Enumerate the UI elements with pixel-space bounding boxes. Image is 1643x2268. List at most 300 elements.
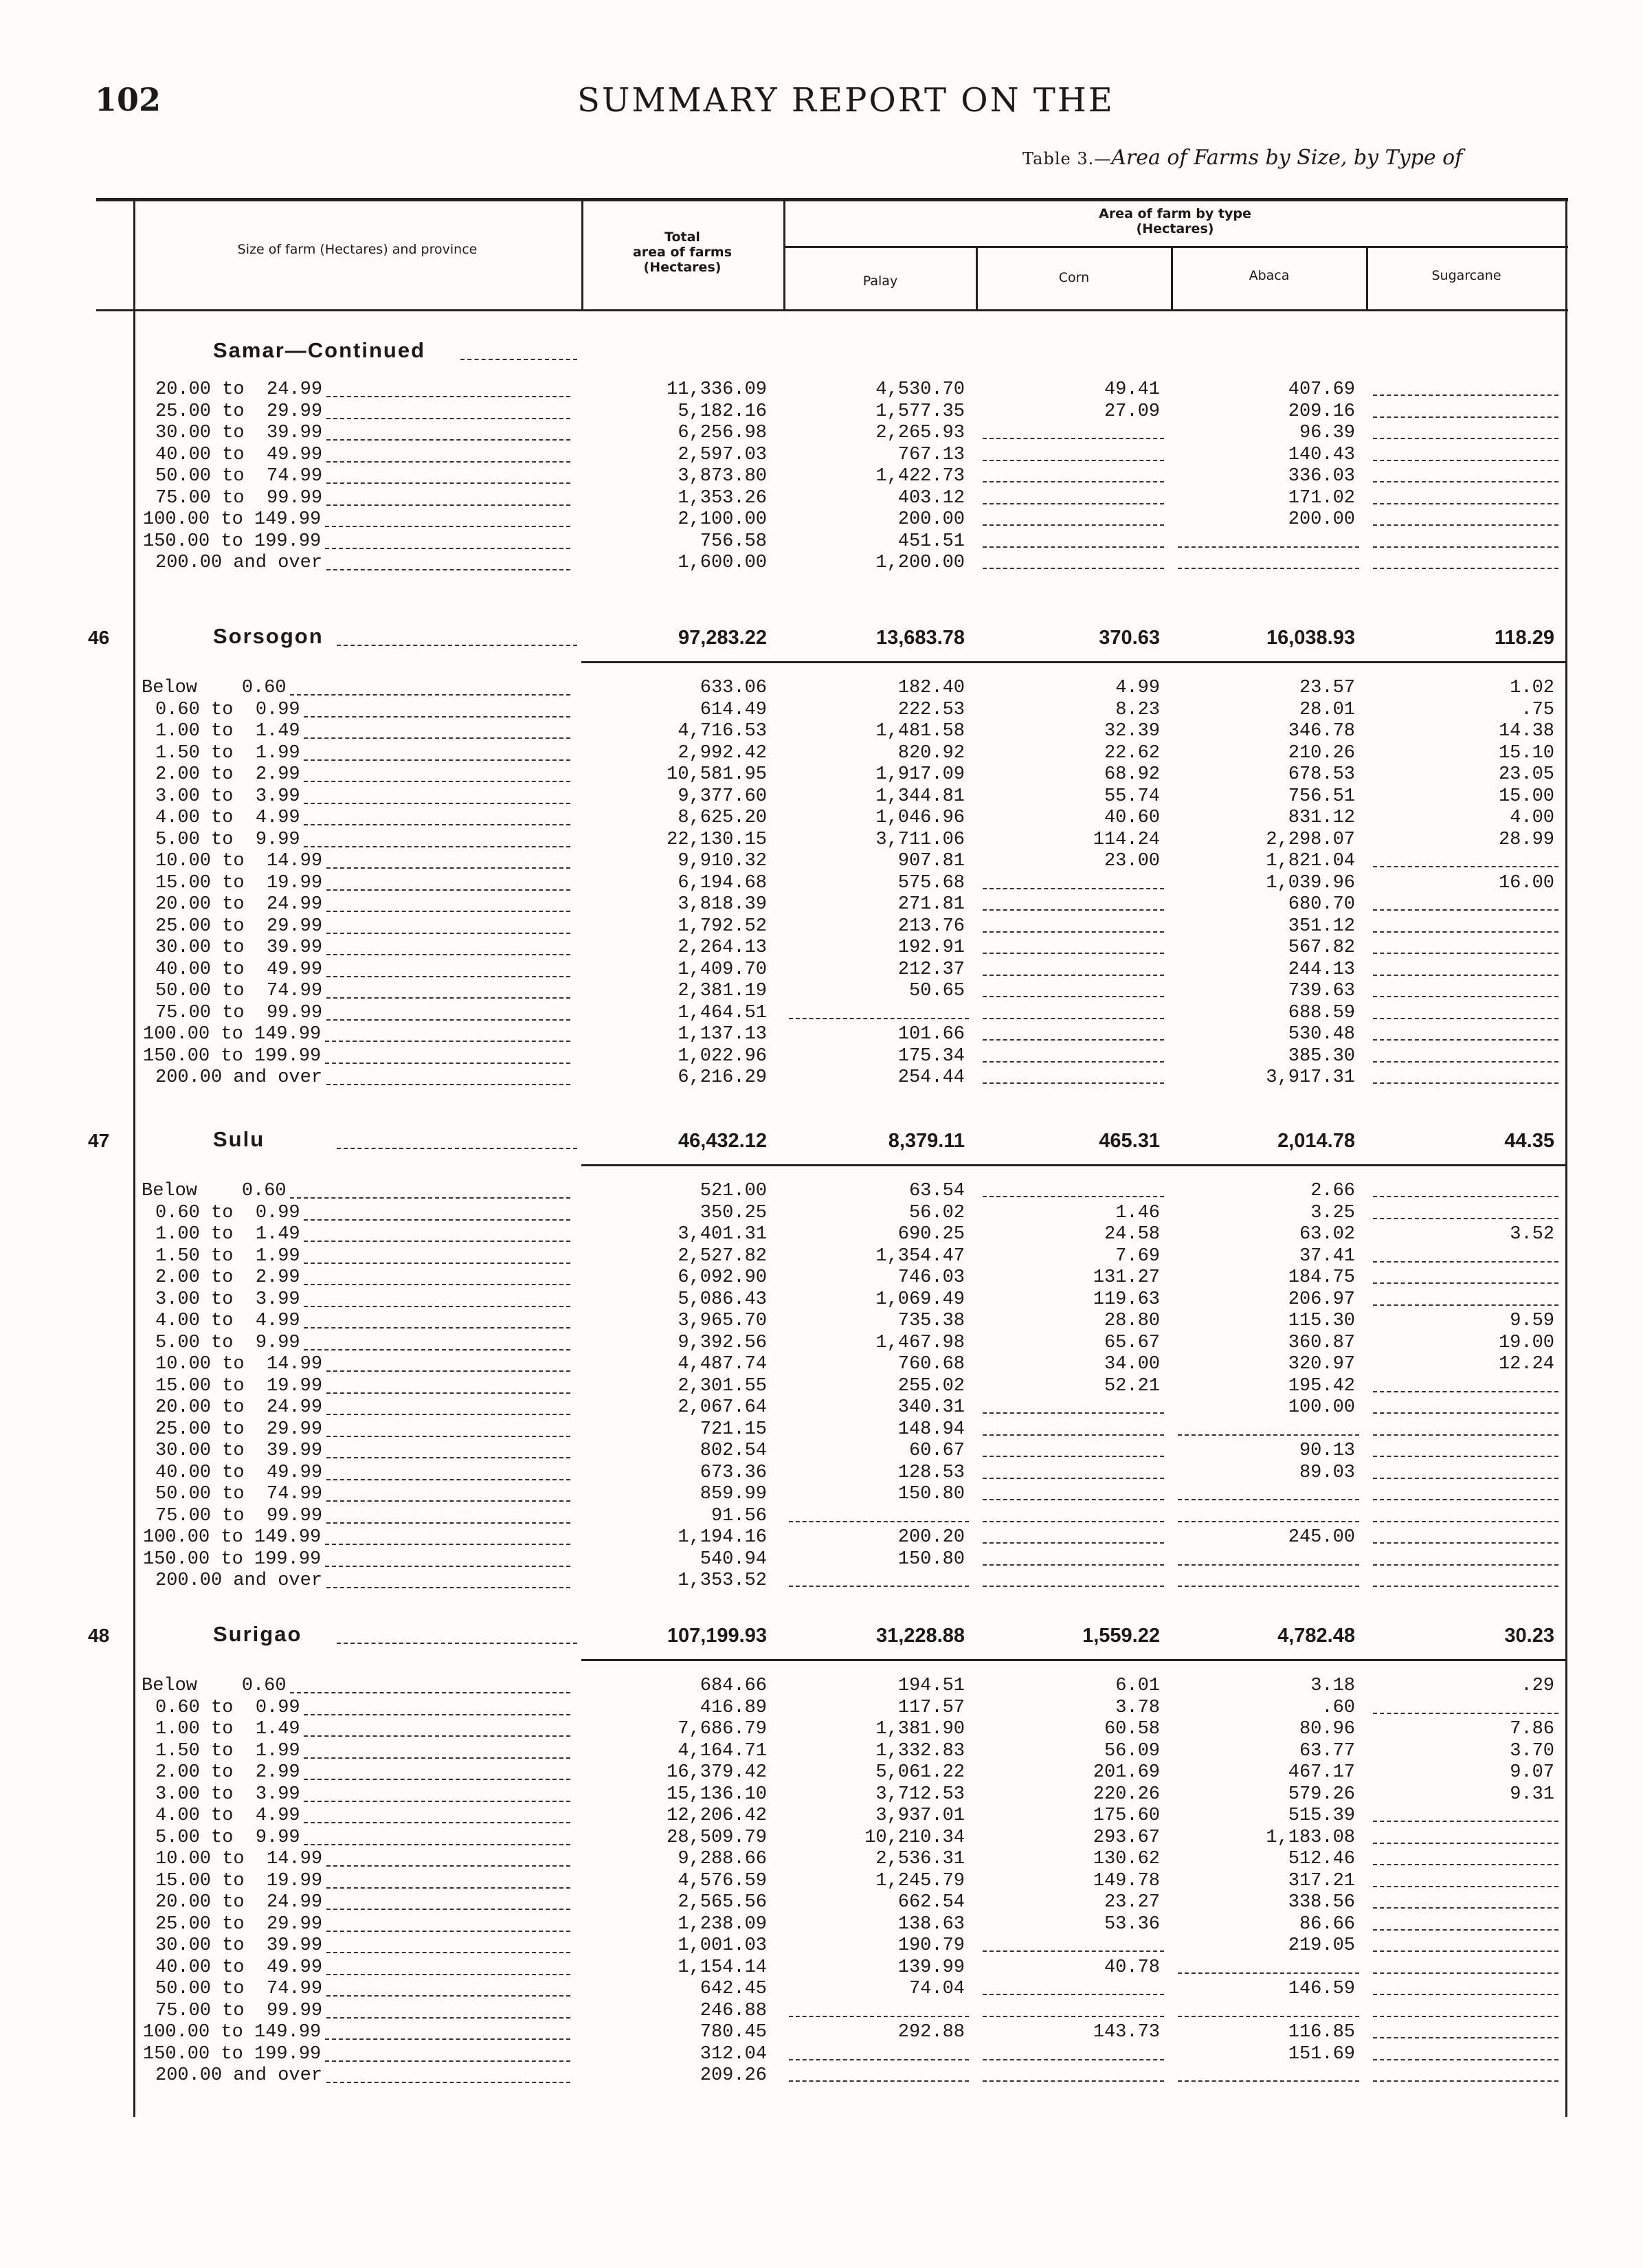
cell-corn: 3.78: [1115, 1698, 1160, 1718]
size-label: 150.00 to 199.99: [143, 531, 322, 552]
header-total-line1: Total: [664, 230, 700, 245]
header-palay: Palay: [862, 274, 898, 289]
leader-dots: [290, 1692, 570, 1693]
empty-cell-sugarcane: [1373, 481, 1558, 482]
header-sugarcane: Sugarcane: [1431, 268, 1501, 283]
leader-dots: [326, 867, 571, 869]
empty-cell-sugarcane: [1373, 1061, 1558, 1063]
group-header-rule: [783, 246, 1568, 248]
leader-dots: [326, 911, 571, 912]
empty-cell-sugarcane: [1373, 1282, 1558, 1284]
cell-abaca: 209.16: [1288, 401, 1355, 422]
cell-abaca: 96.39: [1299, 423, 1355, 443]
empty-cell-sugarcane: [1373, 2080, 1558, 2082]
cell-abaca: 244.13: [1288, 959, 1355, 980]
cell-corn: 293.67: [1093, 1827, 1160, 1848]
size-label: 150.00 to 199.99: [143, 1046, 322, 1067]
cell-palay: 60.67: [908, 1441, 965, 1461]
cell-corn: 119.63: [1093, 1289, 1160, 1310]
cell-palay: 3,712.53: [875, 1784, 965, 1805]
empty-cell-abaca: [1178, 1434, 1359, 1436]
cell-total: 28,509.79: [667, 1827, 767, 1848]
leader-dots: [304, 824, 570, 825]
cell-abaca: 3,917.31: [1266, 1067, 1355, 1088]
cell-abaca: 86.66: [1299, 1914, 1355, 1935]
empty-cell-corn: [983, 460, 1164, 461]
leader-dots: [304, 1801, 570, 1802]
cell-total: 4,164.71: [678, 1741, 767, 1761]
province-name: Surigao: [213, 1622, 302, 1646]
cell-total: 1,792.52: [678, 916, 767, 937]
cell-corn: 56.09: [1104, 1741, 1160, 1761]
empty-cell-corn: [983, 2080, 1164, 2082]
cell-palay: 138.63: [897, 1914, 965, 1935]
empty-cell-sugarcane: [1373, 975, 1558, 976]
cell-palay: 1,381.90: [875, 1719, 965, 1739]
cell-total: 642.45: [700, 1979, 767, 1999]
cell-palay: 1,046.96: [875, 808, 965, 828]
cell-palay: 767.13: [897, 445, 965, 465]
cell-abaca: .60: [1321, 1698, 1355, 1718]
size-label: 25.00 to 29.99: [155, 1914, 323, 1935]
cell-total: 1,353.52: [678, 1570, 767, 1591]
cell-sugarcane: 15.10: [1498, 743, 1554, 764]
empty-cell-sugarcane: [1373, 1478, 1558, 1479]
size-label: 50.00 to 74.99: [155, 981, 323, 1001]
empty-cell-corn: [983, 1434, 1164, 1436]
cell-palay: 74.04: [908, 1979, 965, 1999]
empty-cell-sugarcane: [1373, 394, 1558, 396]
empty-cell-sugarcane: [1373, 1886, 1558, 1887]
empty-cell-abaca: [1178, 568, 1359, 569]
cell-palay: 148.94: [897, 1419, 965, 1440]
cell-sugarcane: 14.38: [1498, 721, 1554, 742]
cell-palay: 200.20: [897, 1527, 965, 1548]
size-label: 10.00 to 14.99: [155, 1354, 323, 1375]
cell-abaca: 89.03: [1299, 1463, 1355, 1483]
cell-corn: 40.60: [1104, 808, 1160, 828]
cell-total: 721.15: [700, 1419, 767, 1440]
cell-corn: 65.67: [1104, 1333, 1160, 1353]
cell-palay: 3,937.01: [875, 1805, 965, 1826]
empty-cell-corn: [983, 438, 1164, 439]
size-label: 75.00 to 99.99: [155, 488, 323, 509]
cell-abaca: 37.41: [1299, 1246, 1355, 1267]
leader-dots: [326, 1436, 571, 1437]
cell-abaca: 515.39: [1288, 1805, 1355, 1826]
cell-total: 1,238.09: [678, 1914, 767, 1935]
leader-dots: [326, 439, 571, 441]
province-total-total: 46,432.12: [678, 1130, 767, 1152]
cell-abaca: 210.26: [1288, 743, 1355, 764]
empty-cell-palay: [789, 2059, 969, 2060]
size-label: 40.00 to 49.99: [155, 959, 323, 980]
leader-dots: [304, 1779, 570, 1780]
header-area-line1: Area of farm by type: [1099, 206, 1251, 221]
leader-dots: [326, 1865, 571, 1867]
province-total-corn: 370.63: [1099, 627, 1160, 649]
cell-sugarcane: 3.70: [1510, 1741, 1554, 1761]
cell-palay: 101.66: [897, 1024, 965, 1045]
cell-abaca: 678.53: [1288, 764, 1355, 785]
leader-dots: [326, 504, 571, 506]
totals-rule: [581, 661, 1565, 663]
empty-cell-sugarcane: [1373, 2037, 1558, 2038]
empty-cell-sugarcane: [1373, 866, 1558, 867]
cell-palay: 63.54: [908, 1181, 965, 1201]
leader-dots: [304, 1327, 570, 1328]
cell-palay: 451.51: [897, 531, 965, 552]
leader-dots: [304, 803, 570, 804]
header-total: [583, 230, 782, 275]
leader-dots: [326, 1887, 571, 1889]
cell-total: 5,182.16: [678, 401, 767, 422]
leader-dots: [304, 1714, 570, 1715]
cell-abaca: 567.82: [1288, 937, 1355, 958]
cell-total: 6,092.90: [678, 1267, 767, 1288]
cell-total: 2,597.03: [678, 445, 767, 465]
cell-total: 2,100.00: [678, 509, 767, 530]
size-label: 200.00 and over: [155, 1570, 323, 1591]
empty-cell-sugarcane: [1373, 1843, 1558, 1844]
size-label: 3.00 to 3.99: [155, 1784, 300, 1805]
cell-abaca: 206.97: [1288, 1289, 1355, 1310]
empty-cell-sugarcane: [1373, 909, 1558, 911]
empty-cell-sugarcane: [1373, 1994, 1558, 1995]
header-corn: Corn: [1058, 270, 1090, 285]
cell-abaca: 3.25: [1310, 1203, 1355, 1223]
leader-dots: [326, 482, 571, 484]
cell-palay: 2,265.93: [875, 423, 965, 443]
empty-cell-sugarcane: [1373, 1542, 1558, 1544]
cell-total: 3,965.70: [678, 1311, 767, 1331]
size-label: 5.00 to 9.99: [155, 1333, 300, 1353]
empty-cell-sugarcane: [1373, 1499, 1558, 1500]
col-rule-right: [1565, 198, 1567, 2117]
empty-cell-sugarcane: [1373, 1391, 1558, 1392]
province-name: Sorsogon: [213, 624, 324, 648]
cell-palay: 575.68: [897, 873, 965, 893]
empty-cell-abaca: [1178, 1972, 1359, 1974]
cell-sugarcane: 28.99: [1498, 830, 1554, 850]
cell-total: 3,401.31: [678, 1224, 767, 1245]
empty-cell-sugarcane: [1373, 1434, 1558, 1436]
size-label: 3.00 to 3.99: [155, 1289, 300, 1310]
empty-cell-sugarcane: [1373, 1039, 1558, 1041]
empty-cell-corn: [983, 1542, 1164, 1544]
cell-total: 12,206.42: [667, 1805, 767, 1826]
cell-abaca: 688.59: [1288, 1003, 1355, 1023]
cell-abaca: 2.66: [1310, 1181, 1355, 1201]
cell-sugarcane: 23.05: [1498, 764, 1554, 785]
cell-palay: 2,536.31: [875, 1849, 965, 1869]
cell-total: 9,377.60: [678, 786, 767, 807]
cell-palay: 212.37: [897, 959, 965, 980]
empty-cell-corn: [983, 1061, 1164, 1063]
cell-total: 11,336.09: [667, 379, 767, 400]
cell-total: 4,576.59: [678, 1871, 767, 1891]
empty-cell-corn: [983, 481, 1164, 482]
empty-cell-corn: [983, 953, 1164, 954]
leader-dots: [337, 1643, 577, 1644]
empty-cell-sugarcane: [1373, 1196, 1558, 1197]
cell-palay: 3,711.06: [875, 830, 965, 850]
table-title: [1022, 146, 1462, 170]
empty-cell-sugarcane: [1373, 931, 1558, 933]
header-size: Size of farm (Hectares) and province: [237, 242, 478, 257]
cell-corn: 143.73: [1093, 2022, 1160, 2043]
cell-corn: 1.46: [1115, 1203, 1160, 1223]
empty-cell-abaca: [1178, 546, 1359, 548]
cell-corn: 49.41: [1104, 379, 1160, 400]
cell-palay: 194.51: [897, 1676, 965, 1696]
leader-dots: [337, 1148, 577, 1149]
leader-dots: [326, 1414, 571, 1415]
province-total-total: 97,283.22: [678, 627, 767, 649]
cell-sugarcane: 3.52: [1510, 1224, 1554, 1245]
empty-cell-sugarcane: [1373, 1564, 1558, 1566]
cell-abaca: 467.17: [1288, 1762, 1355, 1783]
province-total-abaca: 4,782.48: [1277, 1625, 1355, 1647]
size-label: 5.00 to 9.99: [155, 830, 300, 850]
cell-total: 209.26: [700, 2065, 767, 2086]
empty-cell-corn: [983, 568, 1164, 569]
empty-cell-sugarcane: [1373, 460, 1558, 461]
cell-abaca: 200.00: [1288, 509, 1355, 530]
leader-dots: [326, 1500, 571, 1502]
cell-corn: 201.69: [1093, 1762, 1160, 1783]
cell-abaca: 320.97: [1288, 1354, 1355, 1375]
empty-cell-corn: [983, 888, 1164, 889]
size-label: 20.00 to 24.99: [155, 1397, 323, 1418]
cell-abaca: 63.02: [1299, 1224, 1355, 1245]
size-label: 30.00 to 39.99: [155, 937, 323, 958]
size-label: 50.00 to 74.99: [155, 1979, 323, 1999]
cell-total: 3,873.80: [678, 466, 767, 487]
size-label: 15.00 to 19.99: [155, 873, 323, 893]
cell-palay: 690.25: [897, 1224, 965, 1245]
cell-total: 1,001.03: [678, 1935, 767, 1956]
province-total-palay: 13,683.78: [875, 627, 965, 649]
leader-dots: [325, 2060, 570, 2062]
cell-total: 9,288.66: [678, 1849, 767, 1869]
empty-cell-sugarcane: [1373, 568, 1558, 569]
size-label: 5.00 to 9.99: [155, 1827, 300, 1848]
cell-corn: 24.58: [1104, 1224, 1160, 1245]
empty-cell-sugarcane: [1373, 1821, 1558, 1822]
cell-corn: 34.00: [1104, 1354, 1160, 1375]
province-total-total: 107,199.93: [667, 1625, 767, 1647]
empty-cell-palay: [789, 2016, 969, 2017]
empty-cell-corn: [983, 524, 1164, 526]
size-label: Below 0.60: [142, 1181, 287, 1201]
empty-cell-sugarcane: [1373, 1972, 1558, 1974]
leader-dots: [325, 1041, 570, 1042]
leader-dots: [325, 1063, 570, 1064]
cell-total: 6,216.29: [678, 1067, 767, 1088]
leader-dots: [326, 396, 571, 397]
leader-dots: [325, 1544, 570, 1545]
cell-total: 1,464.51: [678, 1003, 767, 1023]
leader-dots: [326, 976, 571, 977]
leader-dots: [304, 716, 570, 718]
size-label: 4.00 to 4.99: [155, 1311, 300, 1331]
cell-total: 1,194.16: [678, 1527, 767, 1548]
cell-abaca: 351.12: [1288, 916, 1355, 937]
header-abaca: Abaca: [1249, 268, 1290, 283]
size-label: 150.00 to 199.99: [143, 2044, 322, 2065]
province-total-abaca: 16,038.93: [1266, 627, 1355, 649]
size-label: 1.00 to 1.49: [155, 1224, 300, 1245]
cell-sugarcane: 16.00: [1498, 873, 1554, 893]
cell-sugarcane: 19.00: [1498, 1333, 1554, 1353]
cell-abaca: 1,183.08: [1266, 1827, 1355, 1848]
empty-cell-corn: [983, 1586, 1164, 1587]
cell-total: 16,379.42: [667, 1762, 767, 1783]
cell-palay: 190.79: [897, 1935, 965, 1956]
cell-palay: 150.80: [897, 1484, 965, 1504]
cell-palay: 50.65: [908, 981, 965, 1001]
cell-total: 1,022.96: [678, 1046, 767, 1067]
cell-palay: 1,354.47: [875, 1246, 965, 1267]
cell-abaca: 680.70: [1288, 894, 1355, 915]
cell-abaca: 115.30: [1288, 1311, 1355, 1331]
table-title-text: Area of Farms by Size, by Type of: [1111, 146, 1463, 170]
cell-total: 4,487.74: [678, 1354, 767, 1375]
cell-abaca: 1,821.04: [1266, 851, 1355, 871]
size-label: 3.00 to 3.99: [155, 786, 300, 807]
leader-dots: [326, 1995, 571, 1997]
cell-corn: 4.99: [1115, 678, 1160, 698]
empty-cell-corn: [983, 1521, 1164, 1522]
cell-palay: 1,245.79: [875, 1871, 965, 1891]
empty-cell-corn: [983, 1018, 1164, 1019]
cell-abaca: 245.00: [1288, 1527, 1355, 1548]
empty-cell-sugarcane: [1373, 1304, 1558, 1306]
empty-cell-palay: [789, 1521, 969, 1522]
leader-dots: [460, 359, 577, 360]
size-label: 40.00 to 49.99: [155, 1957, 323, 1978]
cell-palay: 128.53: [897, 1463, 965, 1483]
cell-palay: 56.02: [908, 1203, 965, 1223]
cell-corn: 131.27: [1093, 1267, 1160, 1288]
empty-cell-corn: [983, 503, 1164, 504]
empty-cell-corn: [983, 975, 1164, 976]
cell-abaca: 146.59: [1288, 1979, 1355, 1999]
empty-cell-abaca: [1178, 1564, 1359, 1566]
cell-total: 312.04: [700, 2044, 767, 2065]
cell-corn: 149.78: [1093, 1871, 1160, 1891]
cell-corn: 8.23: [1115, 700, 1160, 720]
size-label: 1.50 to 1.99: [155, 1741, 300, 1761]
cell-palay: 1,481.58: [875, 721, 965, 742]
cell-palay: 760.68: [897, 1354, 965, 1375]
cell-palay: 222.53: [897, 700, 965, 720]
empty-cell-abaca: [1178, 2016, 1359, 2017]
cell-total: 2,381.19: [678, 981, 767, 1001]
leader-dots: [304, 1757, 570, 1759]
header-total-line3: (Hectares): [643, 260, 722, 275]
leader-dots: [326, 2082, 571, 2083]
leader-dots: [290, 1197, 570, 1199]
cell-total: 15,136.10: [667, 1784, 767, 1805]
cell-palay: 4,530.70: [875, 379, 965, 400]
leader-dots: [325, 2038, 570, 2040]
cell-abaca: 3.18: [1310, 1676, 1355, 1696]
empty-cell-sugarcane: [1373, 416, 1558, 418]
size-label: 2.00 to 2.99: [155, 764, 300, 785]
cell-total: 633.06: [700, 678, 767, 698]
cell-palay: 1,200.00: [875, 553, 965, 573]
size-label: 40.00 to 49.99: [155, 445, 323, 465]
province-name: Samar—Continued: [213, 338, 426, 362]
cell-palay: 200.00: [897, 509, 965, 530]
size-label: 0.60 to 0.99: [155, 700, 300, 720]
leader-dots: [304, 737, 570, 739]
table-top-rule: [96, 198, 1568, 201]
empty-cell-abaca: [1178, 1586, 1359, 1587]
empty-cell-corn: [983, 1994, 1164, 1995]
cell-palay: 255.02: [897, 1376, 965, 1397]
cell-total: 1,137.13: [678, 1024, 767, 1045]
cell-total: 1,600.00: [678, 553, 767, 573]
empty-cell-sugarcane: [1373, 1412, 1558, 1414]
cell-corn: 60.58: [1104, 1719, 1160, 1739]
empty-cell-sugarcane: [1373, 524, 1558, 526]
cell-total: 2,264.13: [678, 937, 767, 958]
cell-palay: 662.54: [897, 1892, 965, 1913]
cell-palay: 1,332.83: [875, 1741, 965, 1761]
size-label: 30.00 to 39.99: [155, 1441, 323, 1461]
leader-dots: [326, 1587, 571, 1588]
cell-abaca: 2,298.07: [1266, 830, 1355, 850]
empty-cell-sugarcane: [1373, 1929, 1558, 1931]
province-number: 48: [88, 1625, 110, 1646]
empty-cell-corn: [983, 1478, 1164, 1479]
cell-total: 780.45: [700, 2022, 767, 2043]
size-label: 10.00 to 14.99: [155, 1849, 323, 1869]
cell-abaca: 195.42: [1288, 1376, 1355, 1397]
cell-sugarcane: 7.86: [1510, 1719, 1554, 1739]
cell-abaca: 80.96: [1299, 1719, 1355, 1739]
size-label: 4.00 to 4.99: [155, 1805, 300, 1826]
cell-total: 2,301.55: [678, 1376, 767, 1397]
cell-total: 673.36: [700, 1463, 767, 1483]
cell-corn: 53.36: [1104, 1914, 1160, 1935]
province-name: Sulu: [213, 1127, 265, 1151]
leader-dots: [325, 548, 570, 549]
empty-cell-sugarcane: [1373, 953, 1558, 954]
leader-dots: [326, 1931, 571, 1932]
cell-palay: 1,344.81: [875, 786, 965, 807]
leader-dots: [304, 1263, 570, 1264]
empty-cell-corn: [983, 1950, 1164, 1952]
leader-dots: [304, 1844, 570, 1845]
cell-abaca: 756.51: [1288, 786, 1355, 807]
empty-cell-corn: [983, 931, 1164, 933]
leader-dots: [325, 1566, 570, 1567]
leader-dots: [304, 1306, 570, 1307]
cell-palay: 1,577.35: [875, 401, 965, 422]
empty-cell-palay: [789, 2080, 969, 2082]
empty-cell-sugarcane: [1373, 1082, 1558, 1084]
leader-dots: [326, 1370, 571, 1372]
cell-sugarcane: 9.31: [1510, 1784, 1554, 1805]
cell-abaca: 116.85: [1288, 2022, 1355, 2043]
cell-total: 684.66: [700, 1676, 767, 1696]
cell-palay: 820.92: [897, 743, 965, 764]
leader-dots: [304, 1735, 570, 1737]
